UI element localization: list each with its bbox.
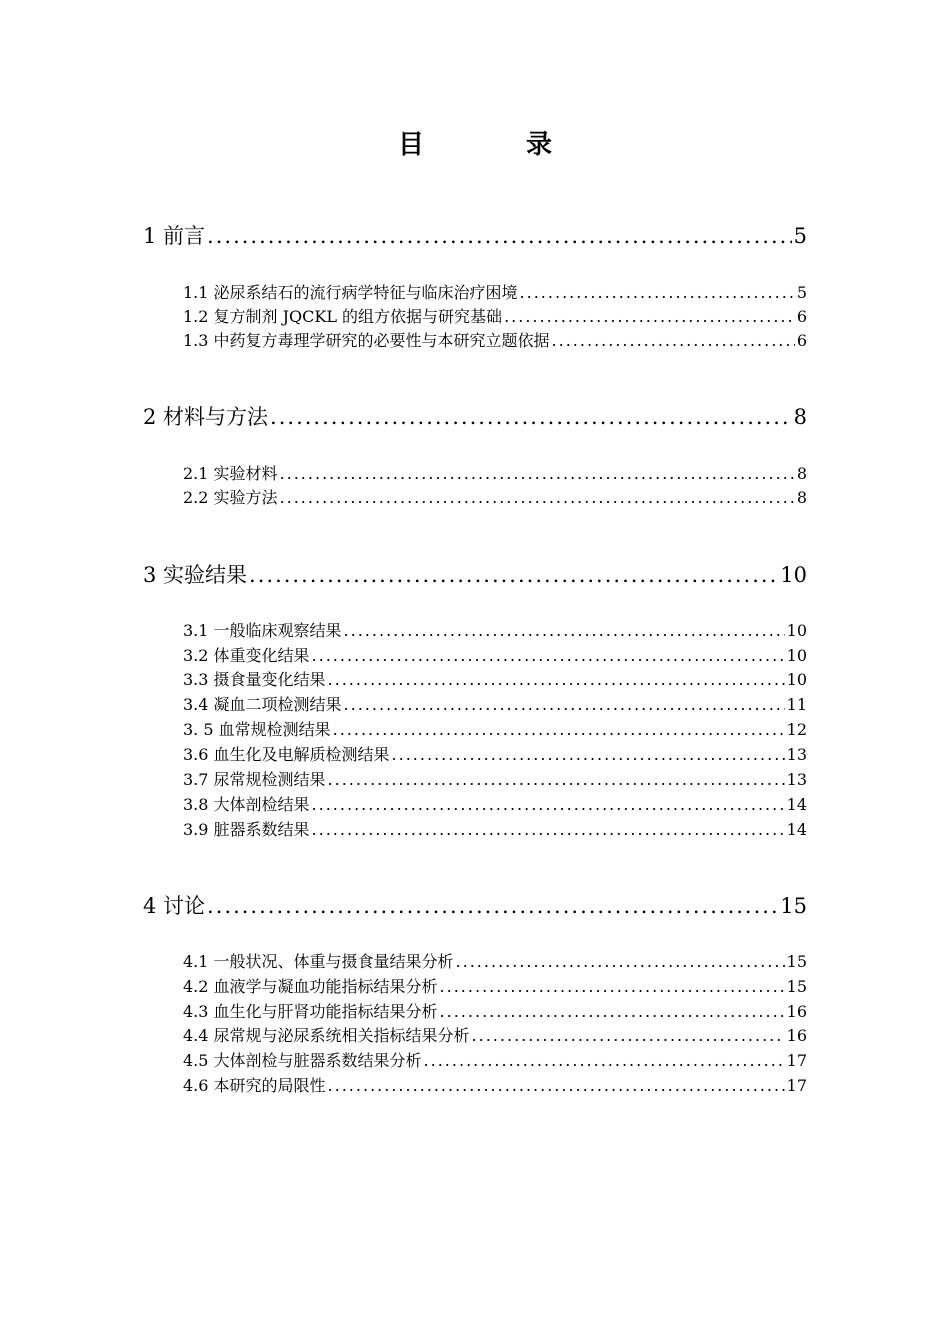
dot-leader	[312, 646, 785, 665]
toc-item-label: 3.7 尿常规检测结果	[183, 770, 326, 789]
toc-item-label: 4.2 血液学与凝血功能指标结果分析	[183, 977, 438, 996]
dot-leader	[520, 283, 795, 302]
toc-page-number: 10	[780, 563, 807, 587]
toc-page-number: 17	[786, 1076, 807, 1095]
toc-section-3[interactable]	[143, 559, 807, 589]
dot-leader	[328, 670, 785, 689]
toc-page-number: 13	[786, 770, 807, 789]
toc-page-number: 8	[793, 405, 807, 429]
toc-section-1[interactable]	[143, 220, 807, 250]
dot-leader	[440, 1002, 785, 1021]
toc-page-number: 6	[796, 331, 807, 350]
toc-item-4-1[interactable]	[183, 949, 807, 972]
dot-leader	[344, 621, 785, 640]
toc-page-number: 14	[786, 820, 807, 839]
toc-item-3-4[interactable]	[183, 692, 807, 715]
toc-item-1-3[interactable]	[183, 328, 807, 351]
toc-item-label: 4.3 血生化与肝肾功能指标结果分析	[183, 1002, 438, 1021]
dot-leader	[312, 795, 785, 814]
toc-page-number: 17	[786, 1051, 807, 1070]
toc-section-label: 4 讨论	[143, 894, 206, 918]
toc-page-number: 15	[786, 952, 807, 971]
dot-leader	[424, 1051, 785, 1070]
toc-section-label: 1 前言	[143, 224, 206, 248]
toc-item-2-1[interactable]	[183, 461, 807, 484]
toc-item-label: 4.6 本研究的局限性	[183, 1076, 326, 1095]
toc-item-label: 2.1 实验材料	[183, 464, 278, 483]
toc-page-number: 14	[786, 795, 807, 814]
dot-leader	[333, 720, 785, 739]
toc-page-number: 10	[786, 646, 807, 665]
toc-item-label: 1.1 泌尿系结石的流行病学特征与临床治疗困境	[183, 283, 518, 302]
toc-item-label: 3.1 一般临床观察结果	[183, 621, 342, 640]
toc-item-label: 1.3 中药复方毒理学研究的必要性与本研究立题依据	[183, 331, 550, 350]
toc-item-4-3[interactable]	[183, 999, 807, 1022]
toc-page-number: 10	[786, 621, 807, 640]
toc-item-4-5[interactable]	[183, 1048, 807, 1071]
toc-page-number: 6	[796, 307, 807, 326]
toc-item-label: 3.6 血生化及电解质检测结果	[183, 745, 390, 764]
toc-item-label: 3.2 体重变化结果	[183, 646, 310, 665]
toc-item-label: 3. 5 血常规检测结果	[183, 720, 331, 739]
dot-leader	[270, 405, 792, 429]
toc-item-2-2[interactable]	[183, 485, 807, 508]
toc-section-label: 2 材料与方法	[143, 405, 269, 429]
toc-item-label: 4.5 大体剖检与脏器系数结果分析	[183, 1051, 422, 1070]
toc-item-3-1[interactable]	[183, 618, 807, 641]
toc-item-3-8[interactable]	[183, 792, 807, 815]
toc-item-3-3[interactable]	[183, 667, 807, 690]
toc-section-4[interactable]	[143, 890, 807, 920]
toc-item-3-7[interactable]	[183, 767, 807, 790]
toc-page-number: 16	[786, 1002, 807, 1021]
toc-item-label: 1.2 复方制剂 JQCKL 的组方依据与研究基础	[183, 307, 503, 326]
dot-leader	[280, 464, 795, 483]
toc-item-3-5[interactable]	[183, 717, 807, 740]
toc-page-number: 15	[780, 894, 807, 918]
toc-item-label: 4.1 一般状况、体重与摄食量结果分析	[183, 952, 454, 971]
dot-leader	[552, 331, 795, 350]
toc-page-number: 12	[786, 720, 807, 739]
toc-item-3-2[interactable]	[183, 643, 807, 666]
toc-item-3-6[interactable]	[183, 742, 807, 765]
toc-item-4-6[interactable]	[183, 1073, 807, 1096]
toc-item-label: 4.4 尿常规与泌尿系统相关指标结果分析	[183, 1026, 470, 1045]
dot-leader	[207, 894, 778, 918]
toc-item-4-4[interactable]	[183, 1023, 807, 1046]
dot-leader	[328, 770, 785, 789]
toc-page-number: 8	[796, 464, 807, 483]
dot-leader	[207, 224, 792, 248]
toc-page-number: 8	[796, 488, 807, 507]
toc-item-1-1[interactable]	[183, 280, 807, 303]
toc-page-number: 15	[786, 977, 807, 996]
toc-item-4-2[interactable]	[183, 974, 807, 997]
toc-page-number: 10	[786, 670, 807, 689]
toc-page-number: 11	[786, 695, 807, 714]
toc-item-label: 3.4 凝血二项检测结果	[183, 695, 342, 714]
toc-item-1-2[interactable]	[183, 304, 807, 327]
toc-page-number: 16	[786, 1026, 807, 1045]
toc-item-label: 2.2 实验方法	[183, 488, 278, 507]
dot-leader	[312, 820, 785, 839]
dot-leader	[280, 488, 795, 507]
dot-leader	[249, 563, 778, 587]
toc-item-label: 3.8 大体剖检结果	[183, 795, 310, 814]
dot-leader	[472, 1026, 785, 1045]
toc-item-label: 3.3 摄食量变化结果	[183, 670, 326, 689]
toc-title: 目 录	[397, 130, 590, 160]
toc-page-number: 5	[793, 224, 807, 248]
toc-item-label: 3.9 脏器系数结果	[183, 820, 310, 839]
dot-leader	[504, 307, 795, 326]
dot-leader	[328, 1076, 785, 1095]
toc-page-number: 13	[786, 745, 807, 764]
dot-leader	[392, 745, 785, 764]
toc-item-3-9[interactable]	[183, 817, 807, 840]
toc-section-label: 3 实验结果	[143, 563, 248, 587]
dot-leader	[440, 977, 785, 996]
dot-leader	[344, 695, 785, 714]
dot-leader	[456, 952, 785, 971]
toc-page-number: 5	[796, 283, 807, 302]
toc-section-2[interactable]	[143, 401, 807, 431]
